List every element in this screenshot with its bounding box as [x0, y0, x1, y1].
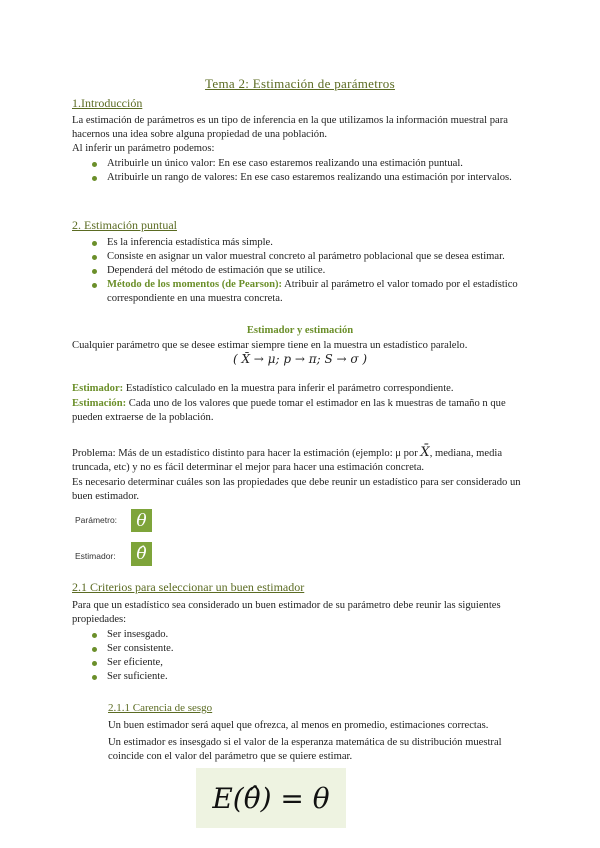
theta-hat-symbol: θ̂: [131, 542, 152, 566]
method-label: Método de los momentos (de Pearson):: [107, 279, 283, 290]
problema-paragraph: [72, 446, 530, 475]
page-title: Tema 2: Estimación de parámetros: [205, 76, 395, 91]
parameter-label: Parámetro:: [75, 515, 118, 525]
problema-paragraph-2: Es necesario determinar cuáles son las propiedades que debe reunir un estadístico para ser considerado un buen estimador.: [72, 477, 521, 502]
criterios-paragraph: Para que un estadístico sea considerado un buen estimador de su parámetro debe reunir las siguientes propiedades:: [72, 600, 501, 625]
puntual-bullet-list: [90, 236, 530, 306]
list-item: Consiste en asignar un valor muestral concreto al parámetro poblacional que se desea estimar.: [90, 250, 530, 264]
problema-text: , mediana, media truncada, etc) y no es fácil determinar el mejor para hacer una estimación concreta.: [72, 448, 503, 473]
estimador-definition: [72, 382, 530, 396]
def-text: Cada uno de los valores que puede tomar el estimador en las k muestras de tamaño n que pueden extraerse de la población.: [72, 398, 506, 423]
problema-text: Problema: Más de un estadístico distinto para hacer la estimación (ejemplo: μ por: [72, 448, 421, 459]
def-text: Estadístico calculado en la muestra para inferir el parámetro correspondiente.: [123, 383, 454, 394]
list-item: Atribuirle un único valor: En ese caso estaremos realizando una estimación puntual.: [90, 157, 530, 171]
method-text: Atribuir al parámetro el valor tomado por el estadístico correspondiente en una muestra concreta.: [107, 279, 518, 304]
subsection-title: Estimador y estimación: [246, 325, 354, 336]
list-item: Dependerá del método de estimación que se utilice.: [90, 264, 530, 278]
list-item: Ser consistente.: [90, 642, 530, 656]
theta-symbol: θ: [131, 509, 152, 532]
intro-bullet-list: [90, 157, 530, 185]
list-item: Es la inferencia estadística más simple.: [90, 236, 530, 250]
xbar-symbol: X̄: [420, 445, 430, 460]
def-label: Estimación:: [72, 398, 127, 409]
section-heading-criterios: 2.1 Criterios para seleccionar un buen estimador: [72, 580, 305, 594]
sesgo-paragraph-1: Un buen estimador será aquel que ofrezca, al menos en promedio, estimaciones correctas.: [108, 720, 489, 731]
estimador-paragraph: Cualquier parámetro que se desee estimar siempre tiene en la muestra un estadístico paralelo.: [72, 340, 468, 351]
estimator-label: Estimador:: [75, 551, 116, 561]
section-heading-puntual: 2. Estimación puntual: [72, 218, 177, 232]
intro-lead: Al inferir un parámetro podemos:: [72, 143, 215, 154]
unbiased-formula: E(θ̂) = θ: [196, 768, 346, 828]
section-heading-intro: 1.Introducción: [72, 96, 143, 110]
list-item: Ser eficiente,: [90, 656, 530, 670]
intro-paragraph: La estimación de parámetros es un tipo de inferencia en la que utilizamos la información muestral para hacernos una idea sobre alguna propiedad de una población.: [72, 115, 508, 140]
list-item: Ser insesgado.: [90, 628, 530, 642]
subsection-heading-sesgo: 2.1.1 Carencia de sesgo: [108, 702, 213, 714]
criterios-bullet-list: [90, 628, 530, 684]
estimacion-definition: [72, 397, 530, 425]
list-item: [90, 278, 530, 306]
def-label: Estimador:: [72, 383, 124, 394]
sesgo-paragraph-2: Un estimador es insesgado si el valor de la esperanza matemática de su distribución muestral coincide con el valor del parámetro que se quiere estimar.: [108, 737, 502, 762]
parameter-mapping: ( X̄ → μ; p → π; S → σ ): [232, 352, 368, 366]
list-item: Ser suficiente.: [90, 670, 530, 684]
list-item: Atribuirle un rango de valores: En ese caso estaremos realizando una estimación por intervalos.: [90, 171, 530, 185]
